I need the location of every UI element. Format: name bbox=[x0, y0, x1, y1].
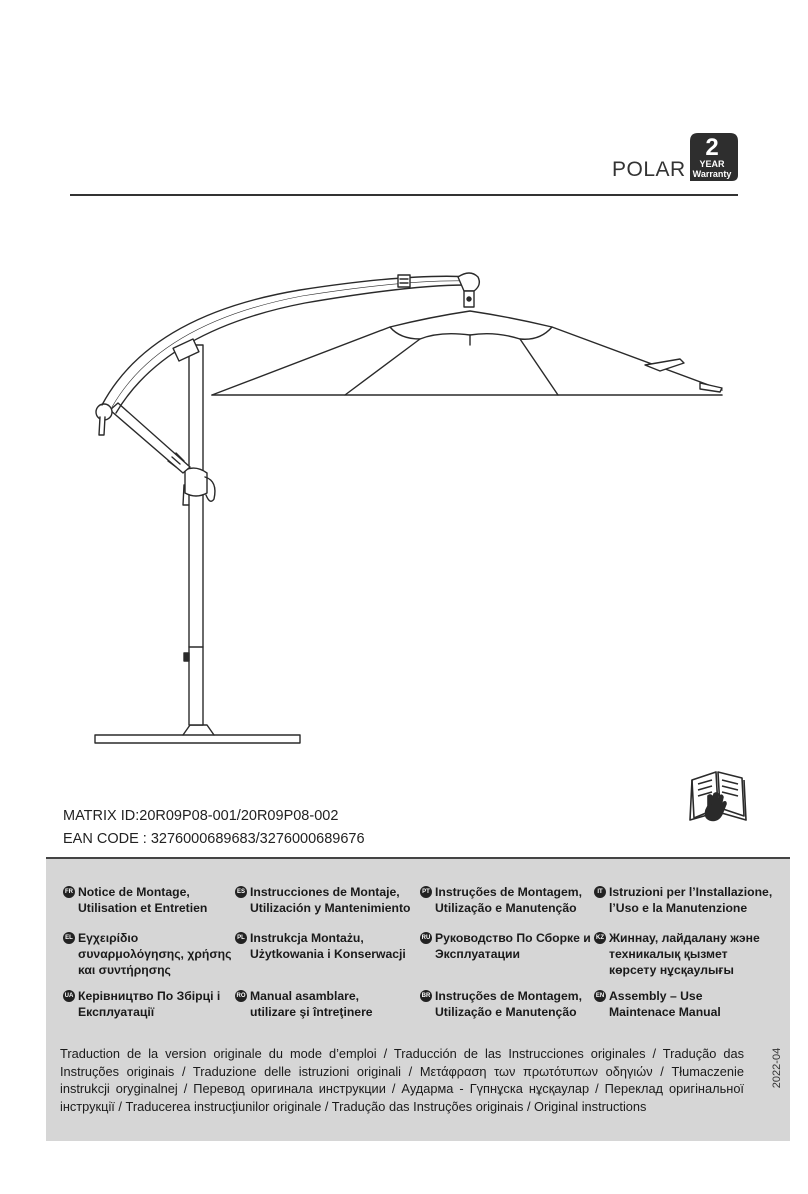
document-date: 2022-04 bbox=[771, 1047, 784, 1089]
language-title-line: Użytkowania i Konserwacji bbox=[250, 947, 406, 961]
language-item bbox=[235, 988, 415, 1020]
language-title-line: Instrukcja Montażu, bbox=[250, 931, 364, 945]
language-item bbox=[235, 930, 415, 962]
translation-note: Traduction de la version originale du mode d’emploi / Traducción de las Instrucciones originales / Tradução das Instruções originais / Traduzione delle istruzioni originali / Μετάφραση των πρωτότυπων οδηγιών / Tłumaczenie instrukcji oryginalnej / Перевод оригинала инструкции / Аударма - Гүпнұска нұсқаулар / Переклад оригінальної інструкції / Traducerea instrucţiunilor originale / Tradução das Instruções originais / Original instructions bbox=[60, 1046, 744, 1114]
language-title-line: Utilização e Manutenção bbox=[435, 1005, 577, 1019]
language-title-line: Эксплуатации bbox=[435, 947, 520, 961]
language-title-line: Utilização e Manutenção bbox=[435, 901, 577, 915]
brand-name: POLAR bbox=[612, 158, 686, 181]
language-title-line: Istruzioni per l’Installazione, bbox=[609, 885, 773, 899]
language-code-badge: PT bbox=[420, 886, 432, 898]
language-item bbox=[235, 884, 415, 916]
language-code-badge: BR bbox=[420, 990, 432, 1002]
language-code-badge: KZ bbox=[594, 932, 606, 944]
language-item bbox=[420, 988, 600, 1020]
language-title-line: техникалық қызмет bbox=[609, 947, 728, 961]
language-code-badge: UA bbox=[63, 990, 75, 1002]
manual-book-hand-icon bbox=[688, 768, 750, 828]
language-code-badge: RU bbox=[420, 932, 432, 944]
language-title-line: Εγχειρίδιο bbox=[78, 931, 139, 945]
panel-top-border bbox=[46, 857, 790, 859]
badge-year: YEAR bbox=[699, 159, 725, 169]
language-title-line: Maintenace Manual bbox=[609, 1005, 721, 1019]
language-code-badge: RO bbox=[235, 990, 247, 1002]
badge-number: 2 bbox=[705, 134, 719, 161]
language-title-line: Notice de Montage, bbox=[78, 885, 190, 899]
ean-code: EAN CODE : 3276000689683/3276000689676 bbox=[63, 831, 365, 847]
language-item bbox=[420, 884, 600, 916]
language-title-line: Жиннау, лайдалану жэне bbox=[609, 931, 760, 945]
header-divider bbox=[70, 194, 738, 196]
language-title-line: l’Uso e la Manutenzione bbox=[609, 901, 748, 915]
language-code-badge: EL bbox=[63, 932, 75, 944]
language-title-line: Manual asamblare, bbox=[250, 989, 360, 1003]
matrix-id: MATRIX ID:20R09P08-001/20R09P08-002 bbox=[63, 808, 339, 824]
language-title-line: Instruções de Montagem, bbox=[435, 989, 582, 1003]
parasol-illustration bbox=[0, 255, 808, 755]
language-title-line: Експлуатації bbox=[78, 1005, 155, 1019]
language-title-line: көрсету нұсқаулығы bbox=[609, 963, 734, 977]
language-code-badge: IT bbox=[594, 886, 606, 898]
language-title-line: Utilisation et Entretien bbox=[78, 901, 208, 915]
language-item bbox=[420, 930, 600, 962]
language-title-line: Utilización y Mantenimiento bbox=[250, 901, 411, 915]
badge-warranty: Warranty bbox=[692, 169, 732, 179]
language-code-badge: PL bbox=[235, 932, 247, 944]
warranty-badge bbox=[688, 131, 740, 183]
language-title-line: Instrucciones de Montaje, bbox=[250, 885, 400, 899]
language-item bbox=[63, 930, 243, 978]
language-code-badge: FR bbox=[63, 886, 75, 898]
language-item bbox=[63, 988, 243, 1020]
language-title-line: συναρμολόγησης, χρήσης bbox=[78, 947, 232, 961]
language-title-line: Руководство По Сборке и bbox=[435, 931, 591, 945]
language-title-line: Assembly – Use bbox=[609, 989, 703, 1003]
language-item bbox=[594, 884, 784, 916]
language-item bbox=[63, 884, 243, 916]
language-title-line: Керівництво По Збірці і bbox=[78, 989, 221, 1003]
language-title-line: και συντήρησης bbox=[78, 963, 171, 977]
language-title-line: Instruções de Montagem, bbox=[435, 885, 582, 899]
language-item bbox=[594, 930, 784, 978]
language-code-badge: ES bbox=[235, 886, 247, 898]
language-item bbox=[594, 988, 784, 1020]
language-code-badge: EN bbox=[594, 990, 606, 1002]
language-title-line: utilizare şi întreţinere bbox=[250, 1005, 373, 1019]
